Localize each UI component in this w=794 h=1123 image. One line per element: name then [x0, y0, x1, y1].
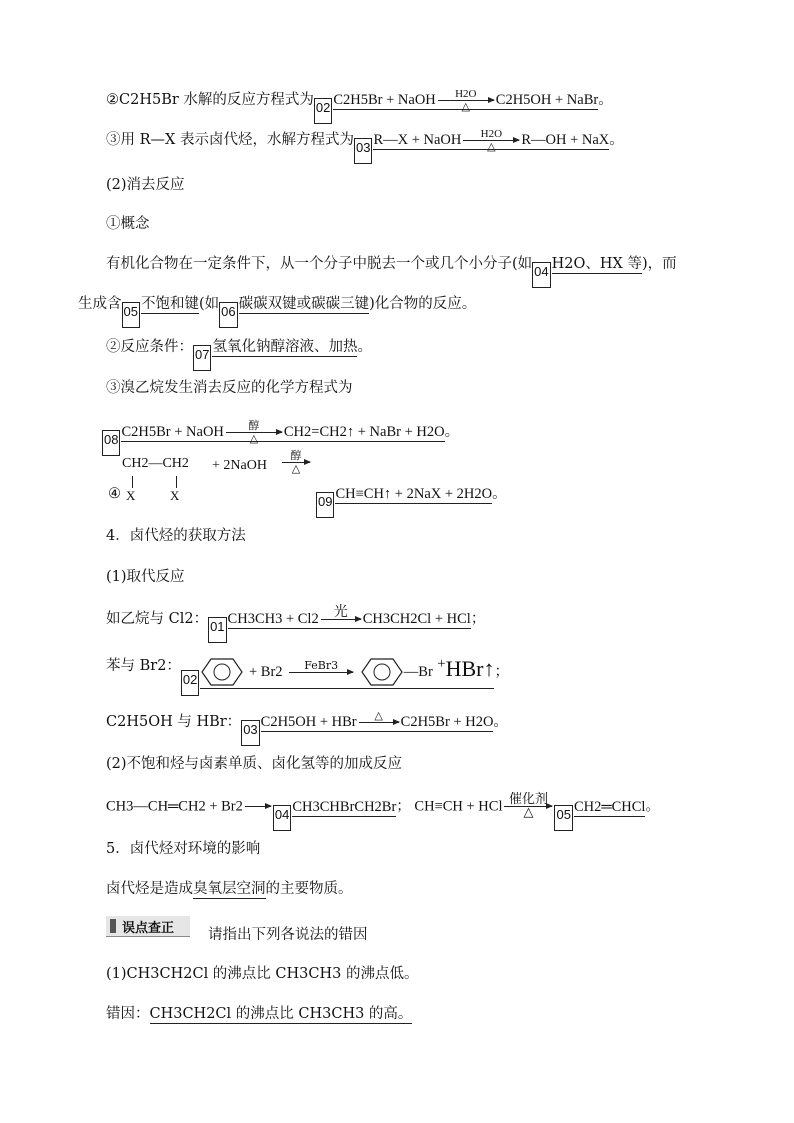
answer-box-04b: 04	[273, 805, 291, 831]
answer-box-08: 08	[102, 430, 120, 456]
benzene-bromination-line: 苯与 Br2：02 + Br2 FeBr3 —Br +HBr↑；	[106, 654, 509, 696]
hydrolysis-equation: C2H5Br + NaOH H2O △ C2H5OH + NaBr	[333, 88, 599, 113]
section-elimination: (2)消去反应	[106, 177, 185, 193]
heat-arrow: △	[359, 710, 399, 735]
answer-09: CH≡CH↑ + 2NaX + 2H2O	[335, 486, 493, 502]
reaction-arrow: H2O △	[438, 88, 494, 113]
catalyst-arrow-2: 催化剂 △	[504, 794, 552, 819]
error-check-instruction: 请指出下列各说法的错因	[208, 927, 368, 943]
general-hydrolysis-prompt: ③用 R—X 表示卤代烃，水解方程式为	[106, 131, 354, 148]
answer-07: 氢氧化钠醇溶液、加热	[212, 339, 358, 355]
question-1: (1)CH3CH2Cl 的沸点比 CH3CH3 的沸点低。	[106, 966, 419, 982]
answer-ozone: 臭氧层空洞	[193, 881, 266, 897]
answer-box-09: 09	[316, 492, 334, 518]
light-arrow: 光	[321, 607, 361, 632]
ethane-chlorination-equation: CH3CH3 + Cl2 光 CH3CH2Cl + HCl	[228, 611, 471, 629]
hydrolysis-prompt: ②C2H5Br 水解的反应方程式为	[106, 91, 314, 108]
reaction-arrow: H2O △	[463, 128, 519, 153]
answer-box-05: 05	[122, 302, 140, 328]
dihalide-elimination: CH2—CH2 ④ X X + 2NaOH 醇 △ 09 CH≡CH↑ + 2NaX + 2H2O。	[108, 456, 668, 516]
benzene-ring-icon	[200, 657, 244, 687]
general-hydrolysis-line: ③用 R—X 表示卤代烃，水解方程式为 03 R—X + NaOH H2O △ R—OH + NaX。	[106, 128, 624, 164]
section-5-heading: 5．卤代烃对环境的影响	[106, 841, 261, 857]
answer-05b: CH2═CHCl	[573, 798, 646, 815]
answer-box-07: 07	[193, 345, 211, 371]
answer-box-03: 03	[354, 138, 372, 164]
question-1-answer-line: 错因：CH3CH2Cl 的沸点比 CH3CH3 的高。	[106, 1006, 413, 1022]
hydrolysis-equation-line: ②C2H5Br 水解的反应方程式为 02 C2H5Br + NaOH H2O △ C2H5OH + NaBr。	[106, 88, 613, 124]
general-hydrolysis-equation: R—X + NaOH H2O △ R—OH + NaX	[373, 128, 610, 153]
question-1-answer: CH3CH2Cl 的沸点比 CH3CH3 的高。	[149, 1006, 413, 1022]
definition-line-2: 生成含 05 不饱和键(如 06 碳碳双键或碳碳三键)化合物的反应。	[78, 294, 476, 328]
concept-heading: ①概念	[106, 216, 150, 232]
elimination-title: ③溴乙烷发生消去反应的化学方程式为	[106, 380, 353, 396]
section-4-heading: 4．卤代烃的获取方法	[106, 528, 246, 544]
catalyst-arrow: FeBr3	[289, 660, 353, 685]
bromobenzene-ring-icon	[360, 657, 404, 687]
answer-05: 不饱和键	[140, 296, 199, 312]
ethanol-hbr-equation: C2H5OH + HBr △ C2H5Br + H2O	[261, 714, 494, 732]
addition-equation-line: CH3—CH═CH2 + Br2 04 CH3CHBrCH2Br； CH≡CH + HCl 催化剂 △ 05 CH2═CHCl。	[106, 794, 660, 831]
environment-line: 卤代烃是造成臭氧层空洞的主要物质。	[106, 881, 353, 897]
definition-line-1: 有机化合物在一定条件下，从一个分子中脱去一个或几个小分子(如 04 H2O、HX 等)，而	[106, 254, 677, 288]
condition-line: ②反应条件： 07 氢氧化钠醇溶液、加热。	[106, 337, 372, 371]
answer-box-05b: 05	[554, 805, 572, 831]
ethanol-hbr-line: C2H5OH 与 HBr： 03 C2H5OH + HBr △ C2H5Br + H2O。	[106, 710, 508, 746]
ethane-chlorination-line: 如乙烷与 Cl2： 01 CH3CH3 + Cl2 光 CH3CH2Cl + HCl；	[106, 607, 485, 643]
answer-box-02b: 02	[181, 670, 199, 696]
addition-heading: (2)不饱和烃与卤素单质、卤化氢等的加成反应	[106, 756, 403, 772]
answer-box-06: 06	[219, 302, 237, 328]
error-check-badge: 误点查正	[106, 916, 190, 937]
answer-04b: CH3CHBrCH2Br	[292, 798, 397, 815]
reaction-arrow: 醇 △	[226, 420, 282, 445]
answer-04: H2O、HX 等	[551, 256, 642, 272]
reaction-arrow: 醇 △	[282, 450, 310, 475]
elimination-equation-line: 08 C2H5Br + NaOH 醇 △ CH2=CH2↑ + NaBr + H2O。	[102, 420, 459, 456]
substitution-heading: (1)取代反应	[106, 569, 185, 585]
answer-box-04: 04	[532, 262, 550, 288]
answer-box-02: 02	[314, 98, 332, 124]
answer-box-01: 01	[208, 617, 226, 643]
elimination-equation: C2H5Br + NaOH 醇 △ CH2=CH2↑ + NaBr + H2O	[121, 420, 445, 445]
answer-06: 碳碳双键或碳碳三键	[238, 296, 370, 312]
answer-box-03b: 03	[241, 720, 259, 746]
